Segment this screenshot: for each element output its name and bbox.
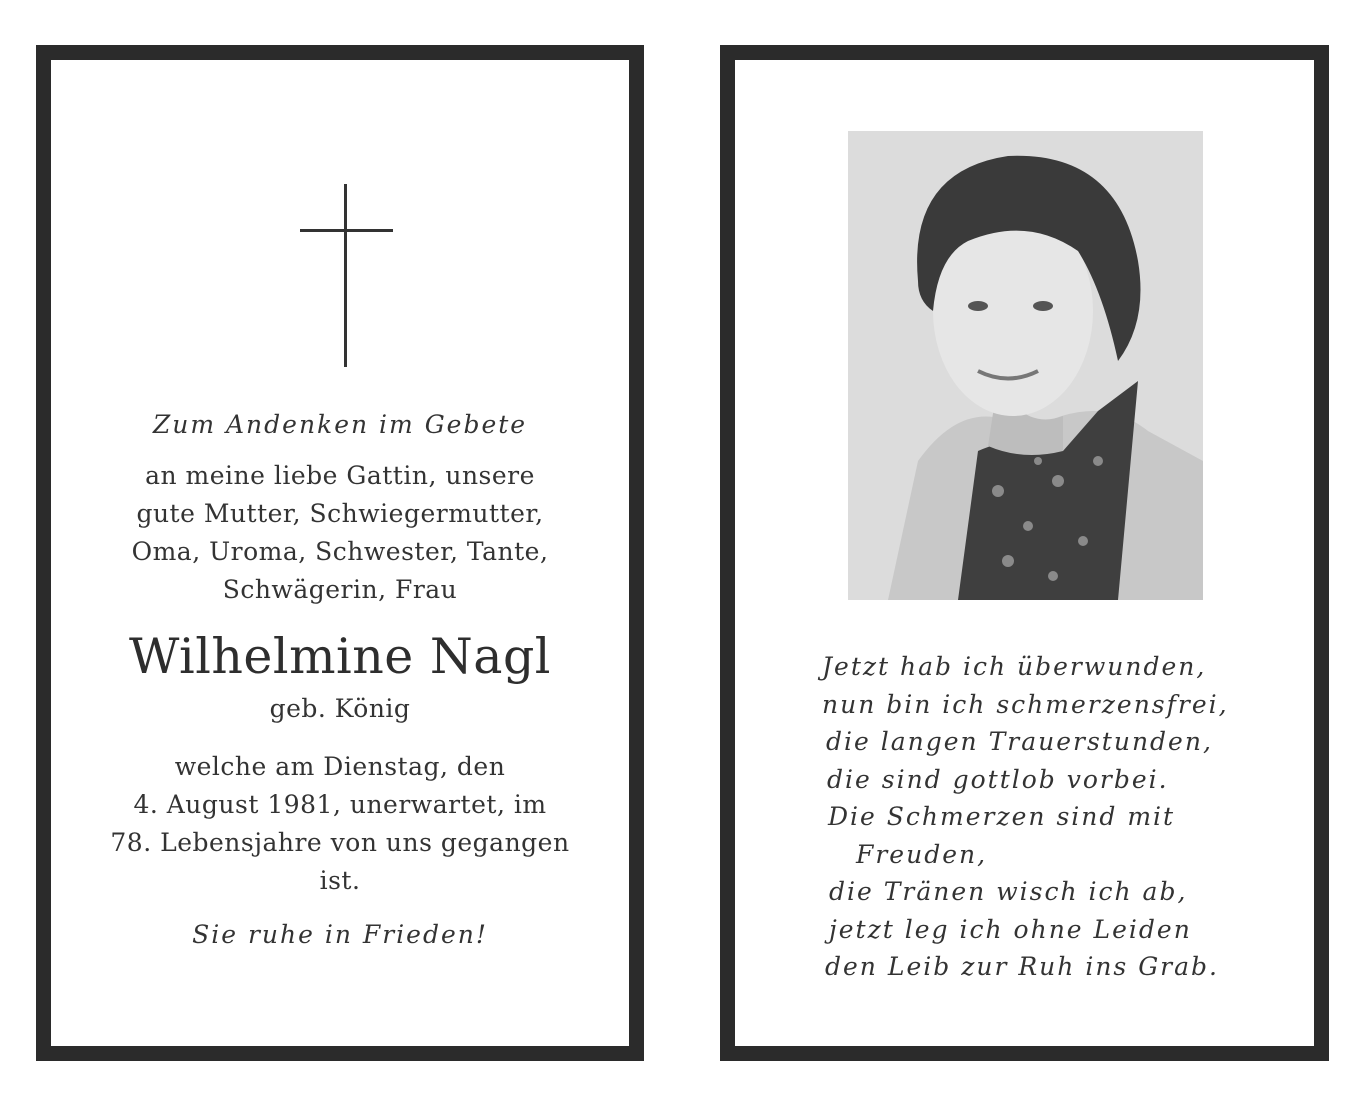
- cross-icon-bar: [300, 229, 393, 232]
- birth-name: geb. König: [269, 694, 411, 723]
- portrait-illustration: [848, 131, 1203, 600]
- intro-line: an meine liebe Gattin, unsere: [145, 461, 535, 490]
- poem-line: Freuden,: [856, 839, 988, 869]
- poem-line: jetzt leg ich ohne Leiden: [829, 914, 1192, 944]
- poem-line: Die Schmerzen sind mit: [828, 802, 1176, 831]
- intro-title: Zum Andenken im Gebete: [152, 410, 528, 439]
- memorial-poem: [735, 648, 1314, 986]
- death-line: 4. August 1981, unerwartet, im: [133, 790, 547, 819]
- memorial-card-back: [720, 45, 1329, 1061]
- poem-line: Jetzt hab ich überwunden,: [822, 652, 1207, 681]
- cross-icon: [344, 184, 347, 367]
- deceased-name: Wilhelmine Nagl: [129, 628, 551, 685]
- closing-blessing: Sie ruhe in Frieden!: [192, 920, 488, 949]
- intro-text: [51, 457, 629, 609]
- poem-line: die langen Trauerstunden,: [826, 727, 1213, 756]
- death-line: ist.: [319, 866, 361, 895]
- portrait-photo: [848, 131, 1203, 600]
- poem-line: die sind gottlob vorbei.: [827, 764, 1169, 794]
- poem-line: die Tränen wisch ich ab,: [829, 877, 1188, 906]
- poem-line: nun bin ich schmerzensfrei,: [822, 689, 1229, 719]
- death-notice-text: [51, 748, 629, 900]
- intro-line: Oma, Uroma, Schwester, Tante,: [131, 537, 549, 566]
- intro-line: gute Mutter, Schwiegermutter,: [136, 499, 544, 528]
- poem-line: den Leib zur Ruh ins Grab.: [825, 952, 1219, 981]
- death-line: 78. Lebensjahre von uns gegangen: [110, 828, 570, 857]
- intro-line: Schwägerin, Frau: [222, 575, 458, 604]
- death-line: welche am Dienstag, den: [174, 752, 506, 781]
- memorial-card-front: [36, 45, 644, 1061]
